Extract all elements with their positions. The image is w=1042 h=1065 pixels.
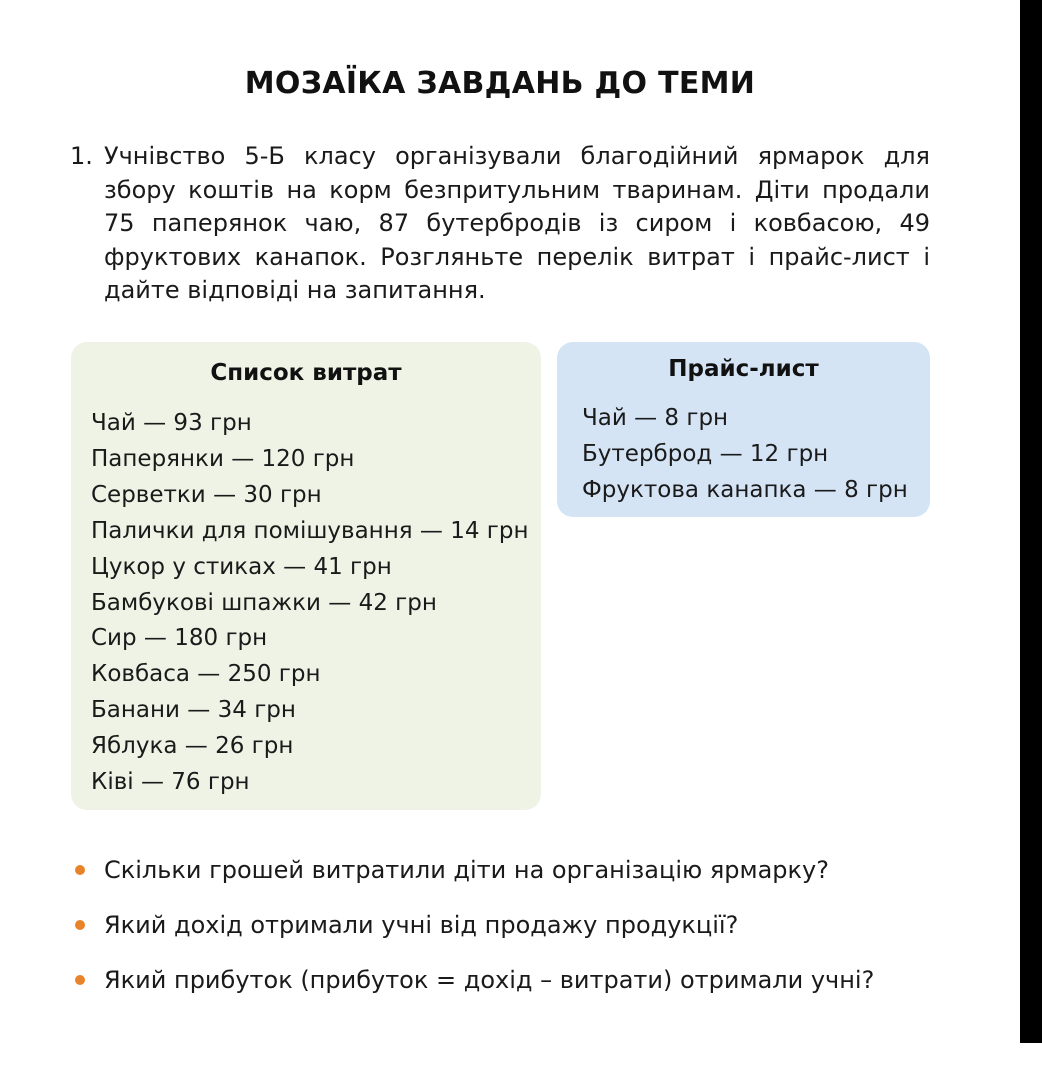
next-task-cutoff bbox=[70, 1025, 930, 1065]
price-item: Бутерброд — 12 грн bbox=[582, 441, 829, 467]
bullet-dot-icon bbox=[75, 865, 85, 875]
questions-list bbox=[70, 848, 950, 1013]
costs-card bbox=[71, 342, 541, 810]
question-text: Який прибуток (прибуток = дохід – витрати) отримали учні? bbox=[104, 966, 875, 994]
question-item bbox=[70, 958, 950, 1013]
question-item bbox=[70, 903, 950, 958]
task-number: 1. bbox=[70, 142, 93, 170]
price-item: Фруктова канапка — 8 грн bbox=[582, 477, 908, 503]
bullet-dot-icon bbox=[75, 920, 85, 930]
cost-item: Банани — 34 грн bbox=[91, 697, 296, 724]
price-list-title: Прайс-лист bbox=[668, 356, 819, 382]
cost-item: Цукор у стиках — 41 грн bbox=[91, 553, 392, 580]
cost-item: Чай — 93 грн bbox=[91, 410, 252, 436]
question-text: Скільки грошей витратили діти на організацію ярмарку? bbox=[104, 856, 829, 884]
question-text: Який дохід отримали учні від продажу продукції? bbox=[104, 911, 739, 939]
costs-list bbox=[91, 406, 529, 801]
page-title: МОЗАЇКА ЗАВДАНЬ ДО ТЕМИ bbox=[244, 66, 756, 101]
question-item bbox=[70, 848, 950, 903]
right-edge-border bbox=[1020, 0, 1042, 1043]
cost-item: Яблука — 26 грн bbox=[91, 733, 294, 760]
price-list bbox=[582, 400, 908, 508]
costs-title: Список витрат bbox=[210, 360, 402, 386]
cost-item: Ківі — 76 грн bbox=[91, 769, 250, 796]
price-item: Чай — 8 грн bbox=[582, 405, 729, 431]
cost-item: Палички для помішування — 14 грн bbox=[91, 517, 529, 544]
task-text: Учнівство 5-Б класу організували благодійний ярмарок для збору коштів на корм безпритульним тваринам. Діти продали 75 паперянок чаю, 87 бутербродів із сиром і ковбасою, 49 фруктових канапок. Розгляньте перелік витрат і прайс-лист і дайте відповіді на запитання. bbox=[104, 142, 930, 304]
cost-item: Серветки — 30 грн bbox=[91, 481, 322, 508]
price-list-card bbox=[557, 342, 930, 517]
cost-item: Бамбукові шпажки — 42 грн bbox=[91, 589, 437, 616]
bullet-dot-icon bbox=[75, 975, 85, 985]
cost-item: Ковбаса — 250 грн bbox=[91, 661, 321, 688]
cost-item: Сир — 180 грн bbox=[91, 625, 268, 652]
cost-item: Паперянки — 120 грн bbox=[91, 445, 355, 472]
